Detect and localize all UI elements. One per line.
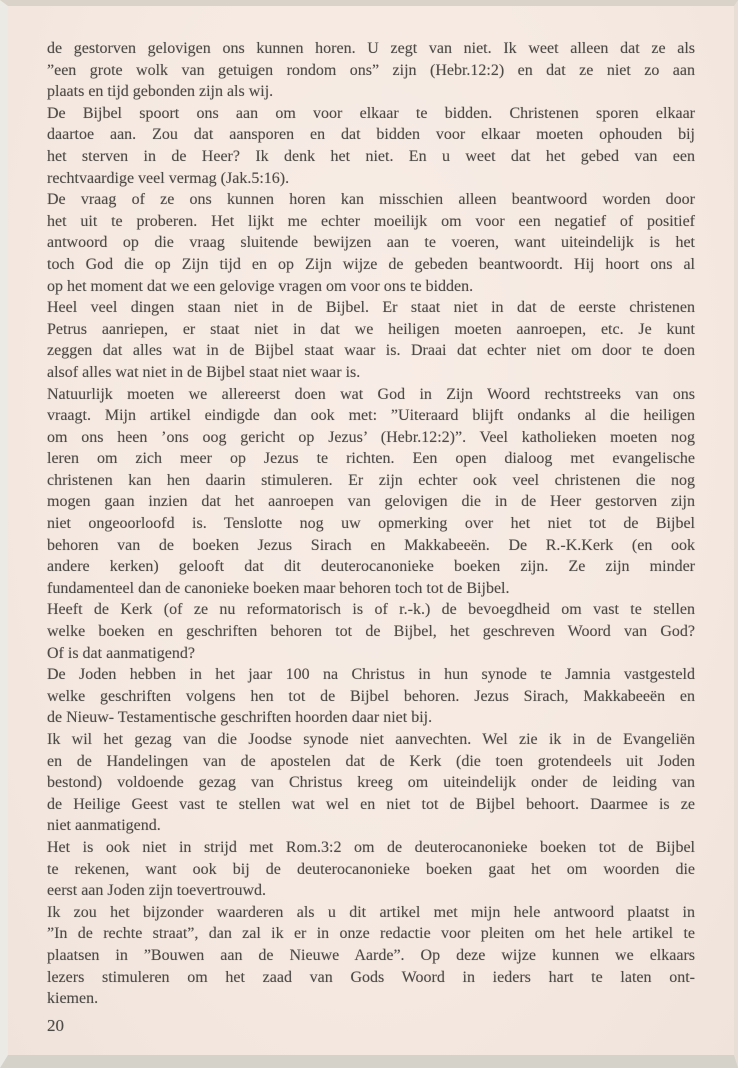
text-line: de gestorven gelovigen ons kunnen horen. U zegt van niet. Ik weet alleen dat ze als bbox=[47, 40, 695, 57]
text-line: De Joden hebben in het jaar 100 na Christus in hun synode te Jamnia vastgesteld bbox=[47, 666, 695, 684]
text-line: Het is ook niet in strijd met Rom.3:2 om de deuterocanonieke boeken tot de Bijbel bbox=[47, 838, 695, 856]
text-line: bestond) voldoende gezag van Christus kreeg om uiteindelijk onder de leiding van bbox=[47, 774, 695, 792]
text-line: vraagt. Mijn artikel eindigde dan ook met: ”Uiteraard blijft ondanks al die heiligen bbox=[47, 407, 695, 425]
text-line: welke boeken en geschriften behoren tot de Bijbel, het geschreven Woord van God? bbox=[47, 623, 695, 641]
page-number: 20 bbox=[47, 1016, 64, 1035]
text-line: niet aanmatigend. bbox=[47, 817, 161, 835]
text-line: Of is dat aanmatigend? bbox=[47, 644, 195, 662]
text-line: De Bijbel spoort ons aan om voor elkaar te bidden. Christenen sporen elkaar bbox=[47, 104, 695, 122]
text-line: Heeft de Kerk (of ze nu reformatorisch is of r.-k.) de bevoegdheid om vast te stellen bbox=[47, 601, 695, 619]
text-line: ”een grote wolk van getuigen rondom ons” zijn (Hebr.12:2) en dat ze niet zo aan bbox=[47, 61, 695, 79]
text-line: eerst aan Joden zijn toevertrouwd. bbox=[47, 882, 267, 900]
article-body-text bbox=[47, 38, 695, 1010]
paragraph bbox=[47, 189, 695, 297]
text-line: leren om zich meer op Jezus te richten. Een open dialoog met evangelische bbox=[47, 450, 695, 468]
text-line: op het moment dat we een gelovige vragen om voor ons te bidden. bbox=[47, 277, 474, 295]
text-line: Heel veel dingen staan niet in de Bijbel. Er staat niet in dat de eerste christenen bbox=[47, 299, 695, 317]
text-line: alsof alles wat niet in de Bijbel staat niet waar is. bbox=[47, 363, 361, 381]
text-line: het sterven in de Heer? Ik denk het niet. En u weet dat het gebed van een bbox=[47, 147, 695, 165]
paragraph bbox=[47, 297, 695, 383]
text-line: de Nieuw- Testamentische geschriften hoorden daar niet bij. bbox=[47, 709, 433, 727]
text-line: plaatsen in ”Bouwen aan de Nieuwe Aarde”. Op deze wijze kunnen we elkaars bbox=[47, 946, 695, 964]
text-line: antwoord op die vraag sluitende bewijzen aan te voeren, want uiteindelijk is het bbox=[47, 234, 695, 252]
text-line: om ons heen ’ons oog gericht op Jezus’ (Hebr.12:2)”. Veel katholieken moeten nog bbox=[47, 428, 695, 446]
paragraph bbox=[47, 729, 695, 837]
text-line: De vraag of ze ons kunnen horen kan misschien alleen beantwoord worden door bbox=[47, 191, 695, 209]
text-line: ”In de rechte straat”, dan zal ik er in onze redactie voor pleiten om het hele artikel te bbox=[47, 925, 695, 943]
text-line: christenen kan hen daarin stimuleren. Er zijn echter ook veel christenen die nog bbox=[47, 471, 695, 489]
text-line: het uit te proberen. Het lijkt me echter moeilijk om voor een negatief of positief bbox=[47, 212, 695, 230]
text-line: Natuurlijk moeten we allereerst doen wat God in Zijn Woord rechtstreeks van ons bbox=[47, 385, 695, 403]
text-line: andere kerken) gelooft dat dit deuterocanonieke boeken zijn. Ze zijn minder bbox=[47, 558, 695, 576]
text-line: de Heilige Geest vast te stellen wat wel en niet tot de Bijbel behoort. Daarmee is ze bbox=[47, 795, 695, 813]
text-line: Petrus aanriepen, er staat niet in dat we heiligen moeten aanroepen, etc. Je kunt bbox=[47, 320, 695, 338]
text-line: kiemen. bbox=[47, 990, 99, 1008]
text-line: daartoe aan. Zou dat aansporen en dat bidden voor elkaar moeten ophouden bij bbox=[47, 126, 695, 144]
text-line: te rekenen, want ook bij de deuterocanonieke boeken gaat het om woorden die bbox=[47, 860, 695, 878]
paragraph bbox=[47, 664, 695, 729]
text-line: zeggen dat alles wat in de Bijbel staat waar is. Draai dat echter niet om door te doen bbox=[47, 342, 695, 360]
paragraph bbox=[47, 38, 695, 103]
text-line: Ik zou het bijzonder waarderen als u dit artikel met mijn hele antwoord plaatst in bbox=[47, 903, 695, 921]
text-line: rechtvaardige veel vermag (Jak.5:16). bbox=[47, 169, 290, 187]
text-line: fundamenteel dan de canonieke boeken maar behoren toch tot de Bijbel. bbox=[47, 579, 510, 597]
paragraph bbox=[47, 902, 695, 1010]
text-line: en de Handelingen van de apostelen dat de Kerk (die toen grotendeels uit Joden bbox=[47, 752, 695, 770]
paragraph bbox=[47, 599, 695, 664]
paragraph bbox=[47, 837, 695, 902]
paragraph bbox=[47, 103, 695, 189]
text-line: Ik wil het gezag van die Joodse synode niet aanvechten. Wel zie ik in de Evangeliën bbox=[47, 731, 695, 748]
text-line: plaats en tijd gebonden zijn als wij. bbox=[47, 83, 274, 101]
paragraph bbox=[47, 384, 695, 600]
text-line: behoren van de boeken Jezus Sirach en Makkabeeën. De R.-K.Kerk (en ook bbox=[47, 536, 695, 554]
text-line: niet ongeoorloofd is. Tenslotte nog uw opmerking over het niet tot de Bijbel bbox=[47, 515, 695, 533]
text-line: lezers stimuleren om het zaad van Gods Woord in ieders hart te laten ont- bbox=[47, 968, 695, 986]
text-line: toch God die op Zijn tijd en op Zijn wijze de gebeden beantwoordt. Hij hoort ons al bbox=[47, 255, 695, 273]
text-line: mogen gaan inzien dat het aanroepen van gelovigen die in de Heer gestorven zijn bbox=[47, 493, 695, 511]
text-line: welke geschriften volgens hen tot de Bijbel behoren. Jezus Sirach, Makkabeeën en bbox=[47, 687, 695, 705]
